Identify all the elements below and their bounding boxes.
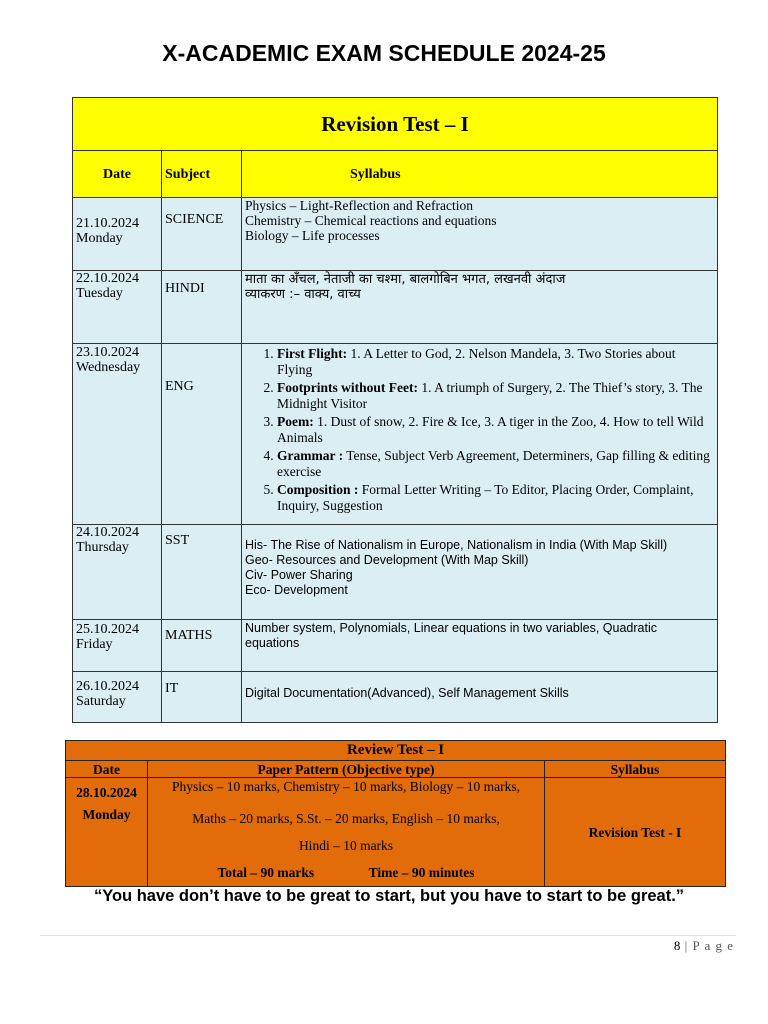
- table-row: [73, 620, 718, 672]
- syllabus-line: व्याकरण :– वाक्य, वाच्य: [245, 287, 361, 302]
- date-text: 24.10.2024: [76, 525, 139, 540]
- day-text: Tuesday: [76, 286, 123, 301]
- page-label: | P a g e: [680, 938, 734, 953]
- syllabus-cell: Revision Test - I: [545, 778, 726, 887]
- total-time-line: [151, 859, 541, 886]
- english-syllabus-list: [245, 346, 714, 513]
- list-item: 4. Grammar : Tense, Subject Verb Agreement, Determiners, Gap filling & editing exercise: [277, 448, 714, 479]
- syllabus-cell: [242, 344, 718, 525]
- date-text: 25.10.2024: [76, 622, 139, 637]
- syllabus-cell: [242, 525, 718, 620]
- syllabus-line: Biology – Life processes: [245, 228, 380, 243]
- total-time: Time – 90 minutes: [368, 865, 475, 880]
- motivational-quote: “You have don’t have to be great to start, but you have to start to be great.”: [93, 887, 685, 905]
- table-header-row: [73, 151, 718, 198]
- subject-cell: MATHS: [162, 620, 242, 672]
- day-text: Thursday: [76, 540, 129, 555]
- day-text: Monday: [82, 807, 131, 822]
- table-row: [66, 778, 726, 887]
- day-text: Monday: [76, 231, 123, 246]
- day-text: Wednesday: [76, 360, 141, 375]
- list-item: 1. First Flight: 1. A Letter to God, 2. Nelson Mandela, 3. Two Stories about Flying: [277, 346, 714, 377]
- list-item: 2. Footprints without Feet: 1. A triumph of Surgery, 2. The Thief’s story, 3. The Midnight Visitor: [277, 380, 714, 411]
- header-pattern: Paper Pattern (Objective type): [148, 761, 545, 778]
- syllabus-line: Chemistry – Chemical reactions and equations: [245, 213, 497, 228]
- header-date: Date: [66, 761, 148, 778]
- syllabus-line: Physics – Light-Reflection and Refraction: [245, 198, 473, 213]
- date-text: 21.10.2024: [76, 216, 139, 231]
- header-syllabus: Syllabus: [242, 151, 718, 198]
- pattern-cell: [148, 778, 545, 887]
- date-cell: [73, 271, 162, 344]
- revision-test-title: Revision Test – I: [73, 98, 718, 151]
- syllabus-cell: Digital Documentation(Advanced), Self Management Skills: [242, 672, 718, 723]
- header-syllabus: Syllabus: [545, 761, 726, 778]
- subject-cell: SCIENCE: [162, 198, 242, 271]
- revision-test-table: [72, 97, 718, 723]
- review-test-title: Review Test – I: [66, 741, 726, 761]
- subject-cell: ENG: [162, 344, 242, 525]
- table-row: [73, 672, 718, 723]
- table-row: [73, 198, 718, 271]
- table-row: [73, 525, 718, 620]
- table-header-row: [66, 761, 726, 778]
- page-number: 8: [673, 938, 681, 953]
- pattern-line: Maths – 20 marks, S.St. – 20 marks, English – 10 marks,: [192, 811, 500, 826]
- date-cell: [73, 525, 162, 620]
- syllabus-line: His- The Rise of Nationalism in Europe, Nationalism in India (With Map Skill): [245, 538, 668, 552]
- syllabus-line: Eco- Development: [245, 583, 348, 597]
- date-text: 23.10.2024: [76, 345, 139, 360]
- subject-cell: IT: [162, 672, 242, 723]
- total-marks: Total – 90 marks: [217, 865, 315, 880]
- date-cell: [73, 198, 162, 271]
- page-footer: [674, 938, 734, 954]
- syllabus-line: Geo- Resources and Development (With Map Skill): [245, 553, 529, 567]
- subject-cell: SST: [162, 525, 242, 620]
- day-text: Saturday: [76, 694, 126, 709]
- page-title: X-ACADEMIC EXAM SCHEDULE 2024-25: [162, 40, 606, 66]
- pattern-line: Hindi – 10 marks: [298, 838, 394, 853]
- pattern-line: Physics – 10 marks, Chemistry – 10 marks, Biology – 10 marks,: [172, 779, 520, 794]
- syllabus-line: माता का अँचल, नेताजी का चश्मा, बालगोबिन भगत, लखनवी अंदाज: [245, 272, 566, 287]
- list-item: 5. Composition : Formal Letter Writing – To Editor, Placing Order, Complaint, Inquiry, Suggestion: [277, 482, 714, 513]
- syllabus-cell: Number system, Polynomials, Linear equations in two variables, Quadratic equations: [242, 620, 718, 672]
- date-text: 26.10.2024: [76, 679, 139, 694]
- date-cell: [73, 672, 162, 723]
- review-test-table: [65, 740, 726, 887]
- syllabus-cell: [242, 271, 718, 344]
- day-text: Friday: [76, 637, 113, 652]
- date-cell: [66, 778, 148, 887]
- subject-cell: HINDI: [162, 271, 242, 344]
- syllabus-line: Civ- Power Sharing: [245, 568, 353, 582]
- table-row: [73, 271, 718, 344]
- date-cell: [73, 344, 162, 525]
- header-date: Date: [73, 151, 162, 198]
- table-row: [73, 344, 718, 525]
- date-cell: [73, 620, 162, 672]
- date-text: 22.10.2024: [76, 271, 139, 286]
- header-subject: Subject: [162, 151, 242, 198]
- syllabus-cell: [242, 198, 718, 271]
- list-item: 3. Poem: 1. Dust of snow, 2. Fire & Ice, 3. A tiger in the Zoo, 4. How to tell Wild Animals: [277, 414, 714, 445]
- date-text: 28.10.2024: [76, 785, 137, 800]
- footer-divider: [40, 935, 736, 936]
